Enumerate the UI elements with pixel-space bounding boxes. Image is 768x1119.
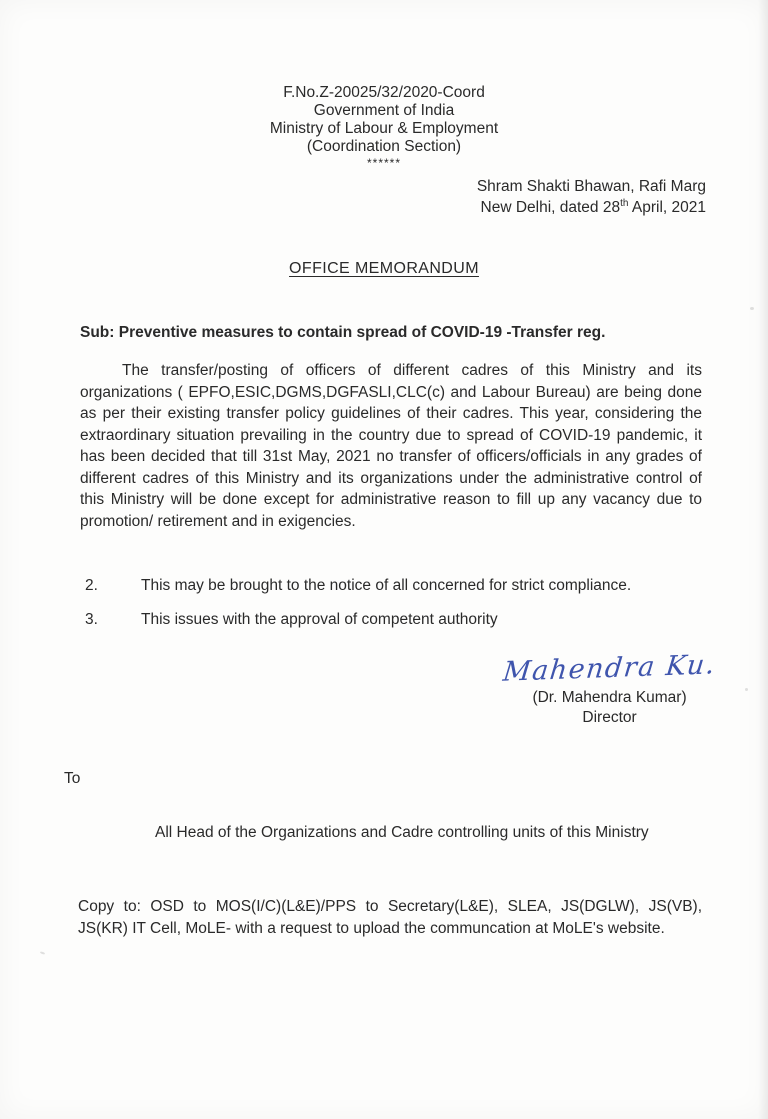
ministry-line: Ministry of Labour & Employment (269, 120, 499, 137)
numbered-item-3 (85, 609, 702, 630)
item-number: 2. (85, 577, 98, 594)
to-label: To (64, 770, 81, 787)
title-row (0, 258, 768, 279)
signatory-name: (Dr. Mahendra Kumar) (532, 689, 687, 706)
item-text: This may be brought to the notice of all concerned for strict compliance. (141, 577, 632, 594)
signature-block (501, 649, 718, 728)
file-number: F.No.Z-20025/32/2020-Coord (283, 84, 485, 101)
copy-to-line: Copy to: OSD to MOS(I/C)(L&E)/PPS to Secretary(L&E), SLEA, JS(DGLW), JS(VB), JS(KR) IT Cell, MoLE- with a request to upload the communcation at MoLE's website. (78, 898, 702, 937)
address-line-2 (0, 197, 706, 218)
scan-artifact (40, 951, 45, 955)
section-line: (Coordination Section) (306, 138, 462, 155)
body-paragraph-1: The transfer/posting of officers of different cadres of this Ministry and its organizations ( EPFO,ESIC,DGMS,DGFASLI,CLC(c) and Labour Bureau) are being done as per their existing transfer policy guidelines of their cadres. This year, considering the extraordinary situation prevailing in the country due to spread of COVID-19 pandemic, it has been decided that till 31st May, 2021 no transfer of officers/officials in any grades of different cadres of this Ministry and its organizations under the administrative control of this Ministry will be done except for administrative reason to fill up any vacancy due to promotion/ retirement and in exigencies. (80, 362, 702, 530)
scan-artifact (750, 307, 754, 310)
date-ordinal: th (620, 197, 629, 209)
address-line-1: Shram Shakti Bhawan, Rafi Marg (476, 178, 706, 195)
date-suffix: April, 2021 (628, 199, 706, 216)
subject-line: Sub: Preventive measures to contain spread of COVID-19 -Transfer reg. (80, 324, 606, 341)
letterhead (0, 0, 768, 170)
numbered-item-2 (85, 575, 702, 596)
scan-artifact (745, 688, 748, 691)
memo-title: OFFICE MEMORANDUM (289, 260, 479, 277)
item-number: 3. (85, 611, 98, 628)
signatory-designation: Director (582, 709, 637, 726)
item-text: This issues with the approval of competent authority (141, 611, 498, 628)
date-prefix: New Delhi, dated 28 (480, 199, 621, 216)
address-block (0, 176, 768, 218)
government-line: Government of India (313, 102, 455, 119)
separator-stars: ****** (366, 156, 402, 170)
signature-handwriting: Mahendra Ku. (501, 649, 718, 688)
to-recipients: All Head of the Organizations and Cadre controlling units of this Ministry (155, 824, 649, 841)
